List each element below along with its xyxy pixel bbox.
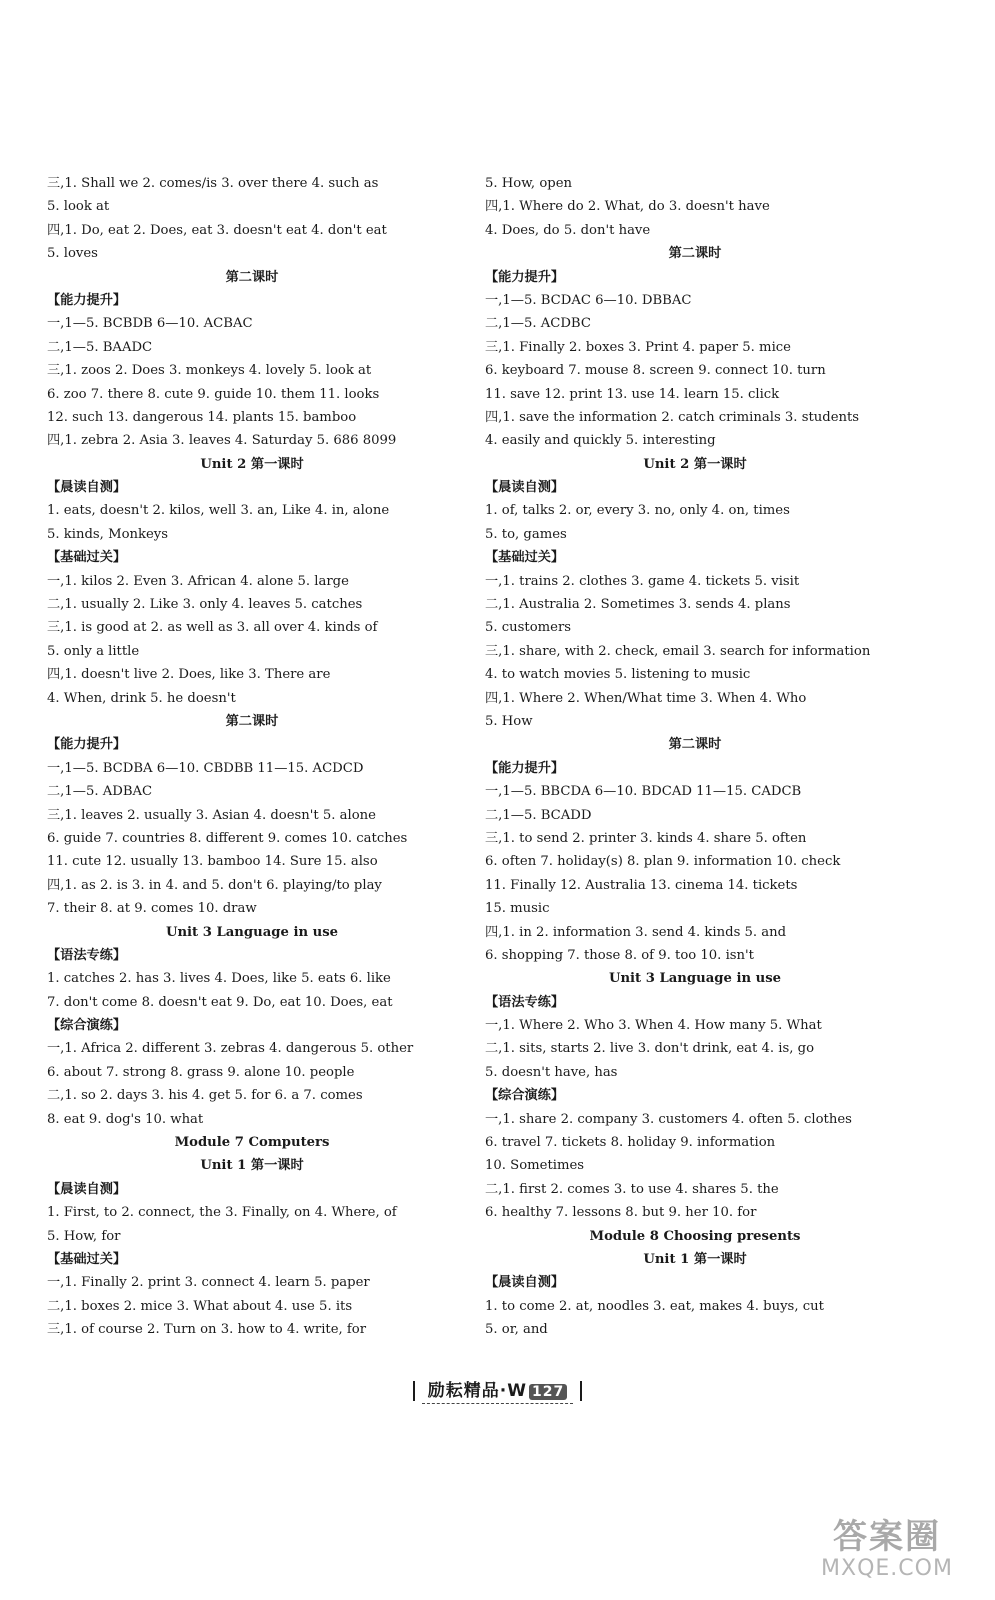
answer-line: 一,1. kilos 2. Even 3. African 4. alone 5. large [47, 573, 349, 589]
answer-line: 5. doesn't have, has [485, 1064, 618, 1080]
footer-bar-left [413, 1381, 415, 1401]
answer-line: 三,1. Shall we 2. comes/is 3. over there 4. such as [47, 176, 379, 191]
answer-line: 一,1. share 2. company 3. customers 4. often 5. clothes [485, 1111, 852, 1127]
answer-line: 8. eat 9. dog's 10. what [47, 1111, 204, 1127]
footer-brand: 励耘精品·W [427, 1381, 527, 1401]
answer-line: 4. easily and quickly 5. interesting [485, 433, 716, 449]
unit-heading: Unit 3 Language in use [608, 971, 782, 987]
answer-line: 1. First, to 2. connect, the 3. Finally, on 4. Where, of [47, 1205, 397, 1221]
answer-line: 二,1. so 2. days 3. his 4. get 5. for 6. a 7. comes [47, 1088, 363, 1104]
section-label: 【基础过关】 [47, 1251, 127, 1267]
answer-line: 四,1. as 2. is 3. in 4. and 5. don't 6. playing/to play [47, 877, 382, 893]
answer-line: 1. of, talks 2. or, every 3. no, only 4. on, times [485, 503, 790, 519]
answer-line: 6. healthy 7. lessons 8. but 9. her 10. for [485, 1205, 757, 1221]
unit-heading: Unit 3 Language in use [165, 924, 339, 940]
answer-line: 5. customers [485, 620, 572, 636]
answer-line: 二,1—5. ADBAC [47, 784, 153, 800]
answer-line: 6. guide 7. countries 8. different 9. comes 10. catches [47, 830, 408, 846]
section-label: 【综合演练】 [485, 1088, 565, 1104]
answer-line: 一,1—5. BBCDA 6—10. BDCAD 11—15. CADCB [485, 784, 802, 800]
section-label: 【晨读自测】 [47, 480, 127, 496]
section-label: 【晨读自测】 [47, 1181, 127, 1197]
page-number: 127 [529, 1384, 567, 1400]
answer-line: 6. zoo 7. there 8. cute 9. guide 10. them 11. looks [47, 386, 380, 402]
answer-line: 一,1—5. BCDBA 6—10. CBDBB 11—15. ACDCD [47, 760, 364, 776]
answer-line: 四,1. doesn't live 2. Does, like 3. There are [47, 667, 331, 683]
answer-line: 二,1. sits, starts 2. live 3. don't drink, eat 4. is, go [485, 1041, 815, 1057]
lesson-heading: 第二课时 [225, 269, 279, 285]
unit-heading: Unit 2 第一课时 [200, 456, 304, 472]
answer-line: 一,1. Africa 2. different 3. zebras 4. dangerous 5. other [47, 1041, 414, 1057]
section-label: 【综合演练】 [47, 1018, 127, 1034]
answer-line: 7. don't come 8. doesn't eat 9. Do, eat 10. Does, eat [47, 994, 393, 1010]
answer-line: 11. Finally 12. Australia 13. cinema 14. tickets [485, 877, 798, 893]
answer-line: 三,1. leaves 2. usually 3. Asian 4. doesn't 5. alone [47, 807, 376, 823]
answer-line: 15. music [485, 901, 550, 917]
answer-line: 5. look at [47, 199, 110, 215]
section-label: 【能力提升】 [485, 760, 565, 776]
section-label: 【晨读自测】 [485, 1275, 565, 1291]
answer-line: 三,1. Finally 2. boxes 3. Print 4. paper 5. mice [485, 339, 791, 355]
section-label: 【语法专练】 [485, 994, 565, 1010]
answer-line: 6. keyboard 7. mouse 8. screen 9. connect 10. turn [485, 363, 826, 379]
footer-brand-box [422, 1376, 573, 1404]
section-label: 【能力提升】 [47, 737, 127, 753]
lesson-heading: 第二课时 [668, 737, 722, 753]
section-label: 【能力提升】 [485, 269, 565, 285]
answer-line: 5. loves [47, 246, 98, 262]
answer-line: 四,1. zebra 2. Asia 3. leaves 4. Saturday 5. 686 8099 [47, 433, 397, 449]
answer-line: 二,1. first 2. comes 3. to use 4. shares 5. the [485, 1181, 779, 1197]
unit-heading: Unit 1 第一课时 [643, 1251, 747, 1267]
answer-line: 四,1. Where 2. When/What time 3. When 4. Who [485, 690, 807, 706]
section-label: 【晨读自测】 [485, 480, 565, 496]
footer-bar-right [580, 1381, 582, 1401]
answer-line: 四,1. save the information 2. catch criminals 3. students [485, 409, 860, 425]
lesson-heading: 第二课时 [225, 713, 279, 729]
answer-line: 四,1. Do, eat 2. Does, eat 3. doesn't eat 4. don't eat [47, 222, 387, 238]
answer-line: 5. kinds, Monkeys [47, 526, 169, 542]
answer-line: 二,1—5. BCADD [485, 807, 592, 823]
answer-line: 6. often 7. holiday(s) 8. plan 9. information 10. check [485, 854, 841, 870]
answer-line: 4. When, drink 5. he doesn't [47, 690, 236, 706]
answer-line: 一,1. trains 2. clothes 3. game 4. tickets 5. visit [485, 573, 800, 589]
unit-heading: Unit 2 第一课时 [643, 456, 747, 472]
answer-line: 三,1. is good at 2. as well as 3. all over 4. kinds of [47, 620, 378, 636]
module-heading: Module 7 Computers [174, 1135, 330, 1151]
right-column [485, 172, 905, 1342]
answer-line: 一,1—5. BCDAC 6—10. DBBAC [485, 292, 692, 308]
answer-line: 5. How [485, 713, 533, 729]
answer-line: 6. about 7. strong 8. grass 9. alone 10. people [47, 1064, 355, 1080]
answer-line: 三,1. share, with 2. check, email 3. search for information [485, 643, 871, 659]
unit-heading: Unit 1 第一课时 [200, 1158, 304, 1174]
lesson-heading: 第二课时 [668, 246, 722, 262]
section-label: 【基础过关】 [485, 550, 565, 566]
answer-line: 5. only a little [47, 643, 140, 659]
answer-line: 5. How, open [485, 176, 572, 191]
answer-line: 7. their 8. at 9. comes 10. draw [47, 901, 257, 917]
answer-line: 三,1. zoos 2. Does 3. monkeys 4. lovely 5. look at [47, 363, 372, 379]
answer-line: 三,1. to send 2. printer 3. kinds 4. share 5. often [485, 830, 807, 846]
answer-line: 5. How, for [47, 1228, 121, 1244]
answer-line: 一,1. Where 2. Who 3. When 4. How many 5. What [485, 1018, 822, 1034]
answer-line: 5. or, and [485, 1322, 548, 1338]
answer-line: 三,1. of course 2. Turn on 3. how to 4. write, for [47, 1322, 367, 1338]
answer-line: 二,1. boxes 2. mice 3. What about 4. use 5. its [47, 1298, 353, 1314]
section-label: 【能力提升】 [47, 292, 127, 308]
answer-line: 4. to watch movies 5. listening to music [485, 667, 751, 683]
answer-line: 二,1. Australia 2. Sometimes 3. sends 4. plans [485, 597, 791, 613]
answer-line: 1. catches 2. has 3. lives 4. Does, like 5. eats 6. like [47, 971, 391, 987]
answer-line: 4. Does, do 5. don't have [485, 222, 651, 238]
watermark-top: 答案圈 [833, 1517, 941, 1557]
answer-line: 6. shopping 7. those 8. of 9. too 10. isn't [485, 947, 754, 963]
answer-line: 一,1—5. BCBDB 6—10. ACBAC [47, 316, 253, 332]
answer-line: 四,1. in 2. information 3. send 4. kinds 5. and [485, 924, 787, 940]
answer-line: 二,1—5. ACDBC [485, 316, 591, 332]
answer-line: 二,1. usually 2. Like 3. only 4. leaves 5. catches [47, 597, 363, 613]
answer-line: 11. cute 12. usually 13. bamboo 14. Sure 15. also [47, 854, 378, 870]
answer-line: 5. to, games [485, 526, 567, 542]
section-label: 【语法专练】 [47, 947, 127, 963]
answer-line: 10. Sometimes [485, 1158, 585, 1174]
answer-line: 一,1. Finally 2. print 3. connect 4. learn 5. paper [47, 1275, 370, 1291]
module-heading: Module 8 Choosing presents [589, 1228, 801, 1244]
answer-line: 二,1—5. BAADC [47, 339, 153, 355]
answer-line: 1. eats, doesn't 2. kilos, well 3. an, Like 4. in, alone [47, 503, 390, 519]
answer-line: 6. travel 7. tickets 8. holiday 9. information [485, 1135, 776, 1151]
watermark-bottom: MXQE.COM [821, 1556, 953, 1581]
answer-line: 12. such 13. dangerous 14. plants 15. bamboo [47, 409, 357, 425]
answer-line: 1. to come 2. at, noodles 3. eat, makes 4. buys, cut [485, 1298, 824, 1314]
section-label: 【基础过关】 [47, 550, 127, 566]
watermark-logo [807, 1518, 967, 1588]
page-footer [0, 1376, 995, 1404]
answer-line: 11. save 12. print 13. use 14. learn 15. click [485, 386, 780, 402]
answer-line: 四,1. Where do 2. What, do 3. doesn't have [485, 199, 770, 215]
left-column [47, 172, 457, 1342]
